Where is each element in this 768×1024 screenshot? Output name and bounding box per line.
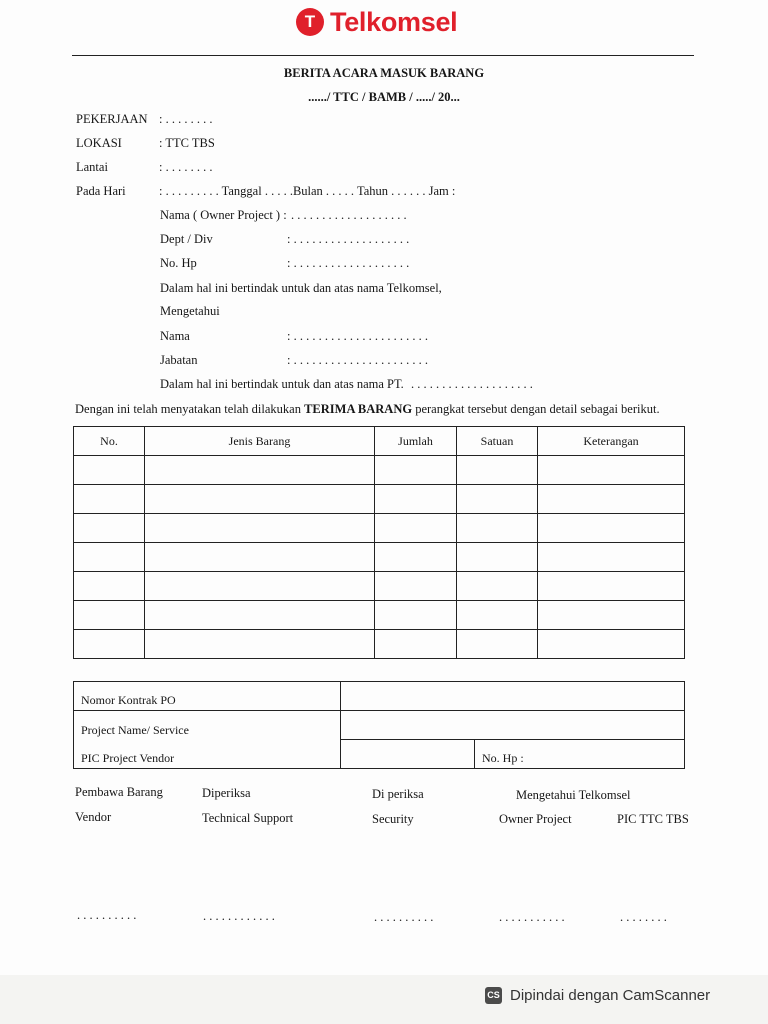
sig-pembawa-title: Pembawa Barang <box>75 785 163 799</box>
sig-telkomsel-title: Mengetahui Telkomsel <box>516 788 631 802</box>
sig-owner-project-dots: . . . . . . . . . . . <box>499 910 565 924</box>
dept-value: : . . . . . . . . . . . . . . . . . . . <box>287 232 410 246</box>
table-cell <box>74 601 145 630</box>
pekerjaan-label: PEKERJAAN <box>76 112 148 126</box>
table-cell <box>538 572 685 601</box>
table-row <box>74 456 685 485</box>
table-cell <box>74 514 145 543</box>
table-cell <box>74 543 145 572</box>
sig-diperiksa-title: Diperiksa <box>202 786 251 800</box>
lantai-label: Lantai <box>76 160 108 174</box>
table-cell <box>538 543 685 572</box>
table-row <box>74 572 685 601</box>
table-row <box>74 630 685 659</box>
table-cell <box>375 514 457 543</box>
table-cell <box>74 630 145 659</box>
table-cell <box>74 572 145 601</box>
jabatan-label: Jabatan <box>160 353 198 367</box>
table-cell <box>457 543 538 572</box>
sig-security-dots: . . . . . . . . . . <box>374 910 434 924</box>
kontrak-label: Nomor Kontrak PO <box>74 682 341 711</box>
contract-info-table <box>73 681 685 769</box>
table-cell <box>538 456 685 485</box>
table-cell <box>375 630 457 659</box>
dept-label: Dept / Div <box>160 232 213 246</box>
intro-statement: Dengan ini telah menyatakan telah dilakukan TERIMA BARANG perangkat tersebut dengan detail sebagai berikut. <box>75 402 660 416</box>
owner-hp-value: : . . . . . . . . . . . . . . . . . . . <box>287 256 410 270</box>
table-cell <box>457 485 538 514</box>
table-cell <box>457 456 538 485</box>
project-label: Project Name/ Service <box>74 711 341 740</box>
table-cell <box>538 601 685 630</box>
lokasi-value: : TTC TBS <box>159 136 215 150</box>
pada-hari-label: Pada Hari <box>76 184 126 198</box>
header-jenis-barang: Jenis Barang <box>145 427 375 456</box>
table-cell <box>457 572 538 601</box>
sig-pic-ttc-role: PIC TTC TBS <box>617 812 689 826</box>
sig-pembawa-dots: . . . . . . . . . . <box>77 908 137 922</box>
telkomsel-logo-icon: T <box>296 8 324 36</box>
pt-statement: Dalam hal ini bertindak untuk dan atas nama PT. . . . . . . . . . . . . . . . . . . . . <box>160 377 533 391</box>
table-cell <box>538 630 685 659</box>
sig-pembawa-role: Vendor <box>75 810 112 824</box>
table-cell <box>145 514 375 543</box>
table-cell <box>375 485 457 514</box>
lantai-value: : . . . . . . . . <box>159 160 213 174</box>
mengetahui-nama-value: : . . . . . . . . . . . . . . . . . . . . . . <box>287 329 428 343</box>
header-divider <box>72 55 694 56</box>
table-row <box>74 601 685 630</box>
pt-name-dots: . . . . . . . . . . . . . . . . . . . . <box>410 377 533 391</box>
sig-diperiksa-role: Technical Support <box>202 811 294 825</box>
sig-owner-project-role: Owner Project <box>499 812 572 826</box>
items-table-header <box>74 427 685 456</box>
table-cell <box>457 601 538 630</box>
vendor-hp: No. Hp : <box>475 740 685 769</box>
table-row <box>74 514 685 543</box>
table-cell <box>375 543 457 572</box>
table-cell <box>375 572 457 601</box>
camscanner-text: Dipindai dengan CamScanner <box>510 987 711 1004</box>
table-cell <box>457 514 538 543</box>
header-no: No. <box>74 427 145 456</box>
telkomsel-logo <box>296 4 457 40</box>
camscanner-watermark <box>485 987 710 1004</box>
document-title: BERITA ACARA MASUK BARANG <box>283 66 485 80</box>
telkomsel-statement: Dalam hal ini bertindak untuk dan atas nama Telkomsel, <box>160 281 442 295</box>
jabatan-value: : . . . . . . . . . . . . . . . . . . . . . . <box>287 353 428 367</box>
table-cell <box>74 456 145 485</box>
owner-hp-label: No. Hp <box>160 256 197 270</box>
vendor-value <box>341 740 475 769</box>
items-table <box>73 426 685 659</box>
document-reference: ....../ TTC / BAMB / ...../ 20... <box>308 90 460 104</box>
project-row <box>74 711 685 740</box>
table-cell <box>145 601 375 630</box>
sig-diperiksa-dots: . . . . . . . . . . . . <box>203 909 275 923</box>
mengetahui-heading: Mengetahui <box>160 304 220 318</box>
table-row <box>74 485 685 514</box>
table-row <box>74 543 685 572</box>
table-cell <box>538 514 685 543</box>
sig-security-role: Security <box>372 812 414 826</box>
project-value <box>341 711 685 740</box>
mengetahui-nama-label: Nama <box>160 329 190 343</box>
kontrak-row <box>74 682 685 711</box>
brand-name: Telkomsel <box>330 6 458 37</box>
pada-hari-value: : . . . . . . . . . Tanggal . . . . .Bulan . . . . . Tahun . . . . . . Jam : <box>159 184 456 198</box>
table-cell <box>145 543 375 572</box>
table-cell <box>375 601 457 630</box>
table-cell <box>145 630 375 659</box>
camscanner-icon: CS <box>485 987 502 1004</box>
sig-security-title: Di periksa <box>372 787 424 801</box>
table-cell <box>145 456 375 485</box>
table-cell <box>145 572 375 601</box>
vendor-label: PIC Project Vendor <box>74 740 341 769</box>
kontrak-value <box>341 682 685 711</box>
lokasi-label: LOKASI <box>76 136 122 150</box>
table-cell <box>457 630 538 659</box>
header-jumlah: Jumlah <box>375 427 457 456</box>
table-cell <box>375 456 457 485</box>
sig-pic-ttc-dots: . . . . . . . . <box>620 910 667 924</box>
table-cell <box>74 485 145 514</box>
header-satuan: Satuan <box>457 427 538 456</box>
owner-nama-label: Nama ( Owner Project ) : <box>160 208 287 222</box>
table-cell <box>538 485 685 514</box>
owner-nama-value: . . . . . . . . . . . . . . . . . . . <box>291 208 407 222</box>
pekerjaan-value: : . . . . . . . . <box>159 112 213 126</box>
vendor-row <box>74 740 685 769</box>
table-cell <box>145 485 375 514</box>
header-keterangan: Keterangan <box>538 427 685 456</box>
